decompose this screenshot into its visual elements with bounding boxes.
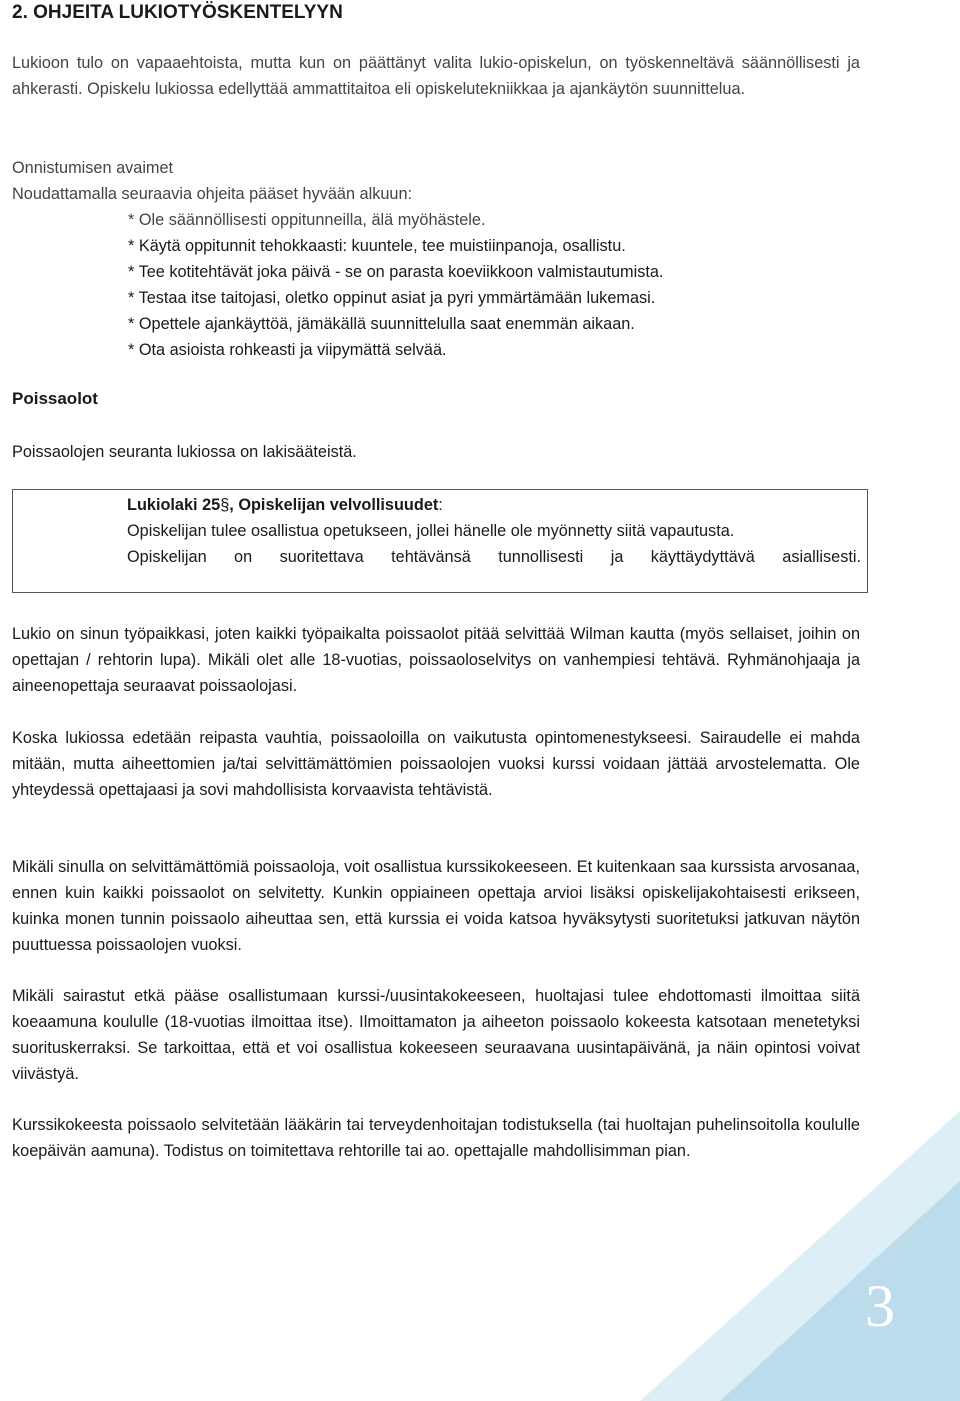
section-heading: 2. OHJEITA LUKIOTYÖSKENTELYYN [12, 2, 343, 23]
absences-paragraph: Lukio on sinun työpaikkasi, joten kaikki työpaikalta poissaolot pitää selvittää Wilman kautta (myös sellaiset, joihin on opettajan / rehtorin lupa). Mikäli olet alle 18-vuotias, poissaoloselvitys on vanhempiesi tehtävä. Ryhmänohjaaja ja aineenopettaja seuraavat poissaolojasi. [12, 625, 860, 695]
corner-triangle-dark [720, 1181, 960, 1401]
law-title-part: Lukiolaki 25 [127, 496, 221, 514]
list-item: * Ota asioista rohkeasti ja viipymättä selvää. [128, 341, 447, 359]
keys-list [128, 207, 663, 363]
list-item: * Tee kotitehtävät joka päivä - se on parasta koeviikkoon valmistautumista. [128, 263, 664, 281]
absences-paragraph: Mikäli sairastut etkä pääse osallistumaan kurssi-/uusintakokeeseen, huoltajasi tulee ehdottomasti ilmoittaa siitä koeaamuna koululle (18-vuotias ilmoittaa itse). Ilmoittamaton ja aiheeton poissaolo kokeesta katsotaan menetetyksi suorituskerraksi. Se tarkoittaa, että et voi osallistua kokeeseen seuraavana uusintapäivänä, ja näin opintosi voivat viivästyä. [12, 987, 860, 1083]
law-colon: : [438, 496, 443, 514]
page-number: 3 [865, 1273, 895, 1339]
intro-paragraph: Lukioon tulo on vapaaehtoista, mutta kun on päättänyt valita lukio-opiskelun, on työskenneltävä säännöllisesti ja ahkerasti. Opiskelu lukiossa edellyttää ammattitaitoa eli opiskelutekniikkaa ja ajankäytön suunnittelua. [12, 54, 860, 98]
law-text [127, 518, 861, 570]
law-line: Opiskelijan on suoritettava tehtävänsä tunnollisesti ja käyttäydyttävä asiallisesti. [127, 548, 861, 566]
law-quote-box [12, 489, 868, 593]
absences-paragraph: Koska lukiossa edetään reipasta vauhtia, poissaoloilla on vaikutusta opintomenestykseesi. Sairaudelle ei mahda mitään, mutta aiheettomien ja/tai selvittämättömien poissaolojen vuoksi kurssi voidaan jättää arvostelematta. Ole yhteydessä opettajaasi ja sovi mahdollisista korvaavista tehtävistä. [12, 729, 860, 799]
corner-decoration [640, 1111, 960, 1401]
list-item: * Ole säännöllisesti oppitunneilla, älä myöhästele. [128, 211, 486, 229]
list-item: * Testaa itse taitojasi, oletko oppinut asiat ja pyri ymmärtämään lukemasi. [128, 289, 656, 307]
absences-paragraph: Mikäli sinulla on selvittämättömiä poissaoloja, voit osallistua kurssikokeeseen. Et kuitenkaan saa kurssista arvosanaa, ennen kuin kaikki poissaolot on selvitetty. Kunkin oppiaineen opettaja arvioi lisäksi opiskelijakohtaisesti erikseen, kuinka monen tunnin poissaolo aiheuttaa sen, että kurssia ei voida katsoa hyväksytysti suoritetuksi jatkuvan näytön puuttuessa poissaolojen vuoksi. [12, 858, 860, 954]
law-section-sign: § [220, 496, 230, 514]
list-item: * Opettele ajankäyttöä, jämäkällä suunnittelulla saat enemmän aikaan. [128, 315, 635, 333]
law-line: Opiskelijan tulee osallistua opetukseen, jollei hänelle ole myönnetty siitä vapautusta. [127, 522, 735, 540]
keys-lead: Noudattamalla seuraavia ohjeita pääset hyvään alkuun: [12, 185, 413, 203]
list-item: * Käytä oppitunnit tehokkaasti: kuuntele, tee muistiinpanoja, osallistu. [128, 237, 626, 255]
absences-paragraph: Kurssikokeesta poissaolo selvitetään lääkärin tai terveydenhoitajan todistuksella (tai huoltajan puhelinsoitolla koululle koepäivän aamuna). Todistus on toimitettava rehtorille tai ao. opettajalle mahdollisimman pian. [12, 1116, 860, 1160]
absences-title: Poissaolot [12, 389, 98, 408]
absences-intro: Poissaolojen seuranta lukiossa on lakisääteistä. [12, 443, 357, 461]
keys-title: Onnistumisen avaimet [12, 159, 174, 177]
law-title-part: , Opiskelijan velvollisuudet [229, 496, 439, 514]
law-heading [127, 492, 443, 518]
